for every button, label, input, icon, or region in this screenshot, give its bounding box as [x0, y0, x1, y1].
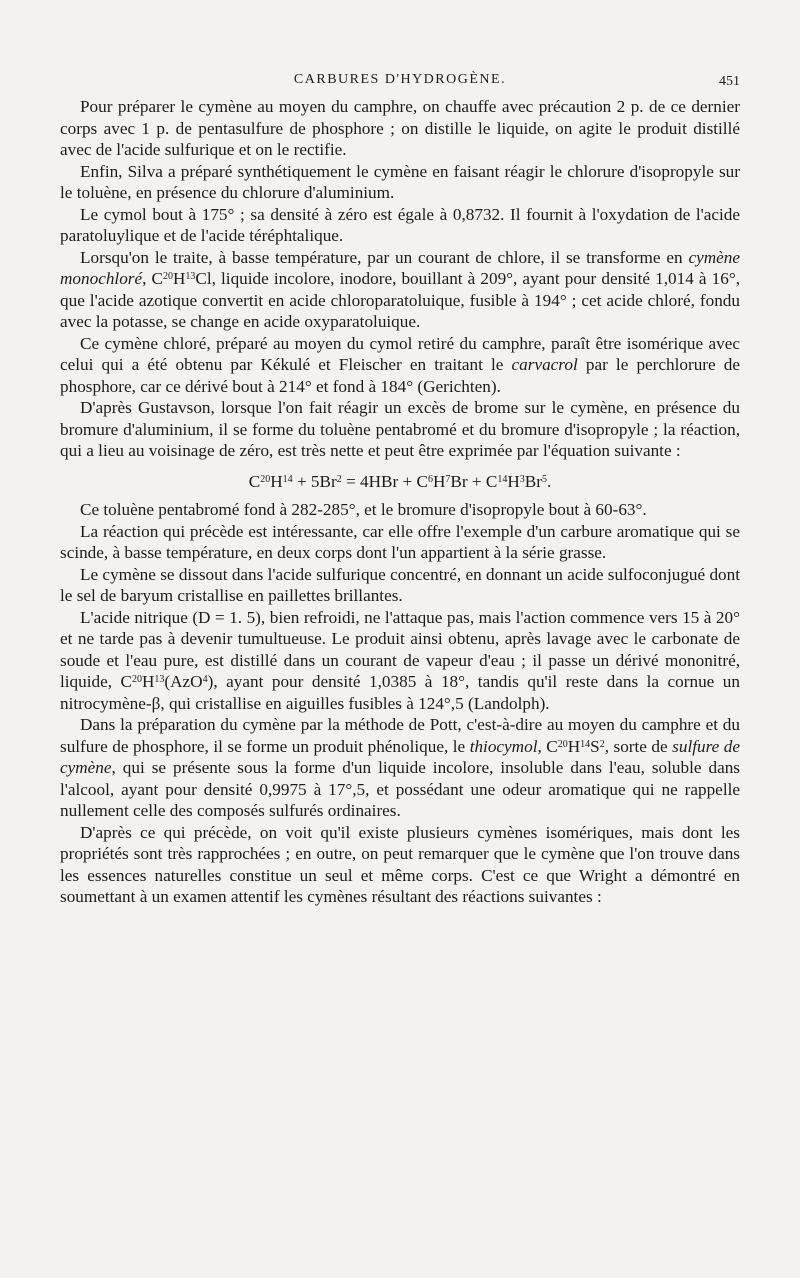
formula-run: , C [142, 269, 163, 288]
equation-run: + 5Br [292, 471, 337, 491]
formula-run: (AzO [164, 672, 203, 691]
term-cymene-monochlore: cymène monochloré [60, 247, 740, 288]
formula-subscript: 20 [557, 738, 568, 750]
paragraph-reaction-interest: La réaction qui précède est intéressante, car elle offre l'exemple d'un carbure aromatique qui se scinde, à basse température, en deux corps dont l'un appartient à la série grasse. [60, 521, 740, 562]
term-thiocymol: thiocymol [469, 736, 538, 756]
text-run: L'acide nitrique (D = 1. 5), bien refroidi, ne l'attaque pas, mais l'action commence vers 15 à 20° et ne tarde pas à devenir tumultueuse. Le produit ainsi obtenu, après lavage avec le carbonate de soude et l'eau pure, est distillé dans un courant de vapeur d'eau ; il passe un dérivé mononitré, liquide, C [60, 607, 740, 691]
formula-subscript: 14 [580, 738, 591, 750]
equation-run: Br + C [450, 471, 498, 491]
formula-subscript: 4 [202, 674, 208, 685]
formula-run: , C [537, 736, 558, 756]
text-run: Lorsqu'on le traite, à basse température, par un courant de chlore, il se transforme en [80, 247, 689, 267]
equation-subscript: 7 [445, 473, 451, 485]
paragraph-gustavson-bromination: D'après Gustavson, lorsque l'on fait réagir un excès de brome sur le cymène, en présence du bromure d'aluminium, il se forme du toluène pentabromé et du bromure d'isopropyle ; la réaction, qui a lieu au voisinage de zéro, est très nette et peut être exprimée par l'équation suivante : [60, 398, 740, 460]
formula-run: H [172, 269, 186, 288]
paragraph-chlorinated-isomer [60, 333, 740, 398]
paragraph-silva-synthesis: Enfin, Silva a préparé synthétiquement le cymène en faisant réagir le chlorure d'isopropyle sur le toluène, en présence du chlorure d'aluminium. [60, 161, 740, 202]
text-run: Cl, liquide incolore, inodore, bouillant à 209°, ayant pour densité 1,014 à 16°, que l'acide azotique convertit en acide chloroparatoluique, fusible à 194° ; cet acide chloré, fondu avec la potasse, se change en acide oxyparatoluique. [60, 269, 740, 331]
equation-subscript: 20 [260, 473, 271, 485]
equation-subscript: 14 [282, 473, 293, 485]
equation-subscript: 6 [427, 473, 433, 485]
paragraph-isomeric-cymenes: D'après ce qui précède, on voit qu'il existe plusieurs cymènes isomériques, mais dont les propriétés sont très rapprochées ; en outre, on peut remarquer que le cymène que l'on trouve dans les essences naturelles constitue un seul et même corps. C'est ce que Wright a démontré en soumettant à un examen attentif les cymènes résultant des réactions suivantes : [60, 822, 740, 906]
text-run: , qui se présente sous la forme d'un liquide incolore, insoluble dans l'eau, soluble dans l'alcool, ayant pour densité 0,9975 à 17°,5, et possédant une odeur aromatique qui ne rappelle nullement celle des composés sulfurés ordinaires. [60, 758, 740, 820]
equation-subscript: 2 [336, 473, 342, 485]
equation-run: = 4HBr + C [341, 471, 428, 491]
paragraph-nitric-acid [60, 607, 740, 715]
formula-subscript: 20 [162, 271, 173, 282]
text-run: Ce cymène chloré, préparé au moyen du cymol retiré du camphre, paraît être isomérique avec celui qui a été obtenu par Kékulé et Fleischer en traitant le [60, 333, 740, 374]
formula-subscript: 13 [185, 271, 196, 282]
equation-run: Br [524, 471, 542, 491]
paragraph-cymol-properties: Le cymol bout à 175° ; sa densité à zéro est égale à 0,8732. Il fournit à l'oxydation de l'acide paratoluylique et de l'acide téréphtalique. [60, 204, 740, 245]
formula-run: H [142, 672, 155, 691]
formula-run: H [567, 736, 581, 756]
text-run: ), ayant pour densité 1,0385 à 18°, tandis qu'il reste dans la cornue un nitrocymène-β, qui cristallise en aiguilles fusibles à 124°,5 (Landolph). [60, 672, 740, 713]
paragraph-sulfuric-acid: Le cymène se dissout dans l'acide sulfurique concentré, en donnant un acide sulfoconjugué dont le sel de baryum cristallise en paillettes brillantes. [60, 564, 740, 605]
equation-subscript: 14 [497, 473, 508, 485]
body-text [60, 96, 740, 908]
text-run: Dans la préparation du cymène par la méthode de Pott, c'est-à-dire au moyen du camphre et du sulfure de phosphore, il se forme un produit phénolique, le [60, 715, 740, 756]
formula-run: S [590, 736, 600, 756]
term-sulfure-de-cymene: sulfure de cymène [60, 736, 740, 777]
equation-run: H [270, 471, 283, 491]
equation-bromination [60, 471, 740, 493]
page-header [60, 72, 740, 92]
text-run: par le perchlorure de phosphore, car ce dérivé bout à 214° et fond à 184° (Gerichten). [60, 355, 740, 396]
paragraph-pentabromo-toluene: Ce toluène pentabromé fond à 282-285°, et le bromure d'isopropyle bout à 60-63°. [80, 500, 647, 519]
equation-run: H [507, 471, 520, 491]
page-number: 451 [719, 74, 740, 89]
paragraph-thiocymol [60, 714, 740, 822]
formula-subscript: 13 [154, 674, 165, 685]
equation-subscript: 5 [541, 473, 547, 485]
term-carvacrol: carvacrol [511, 355, 578, 374]
equation-run: . [546, 471, 552, 491]
equation-run: H [432, 471, 446, 491]
equation-subscript: 3 [519, 473, 525, 485]
formula-subscript: 2 [599, 738, 605, 750]
equation-run: C [248, 471, 261, 491]
paragraph-camphor-preparation: Pour préparer le cymène au moyen du camphre, on chauffe avec précaution 2 p. de ce dernier corps avec 1 p. de pentasulfure de phosphore ; on distille le liquide, on agite le produit distillé avec de l'acide sulfurique et on le rectifie. [60, 97, 740, 159]
running-title: CARBURES D'HYDROGÈNE. [293, 72, 507, 87]
formula-subscript: 20 [132, 674, 142, 685]
paragraph-chlorination [60, 247, 740, 333]
text-run: , sorte de [604, 736, 673, 756]
